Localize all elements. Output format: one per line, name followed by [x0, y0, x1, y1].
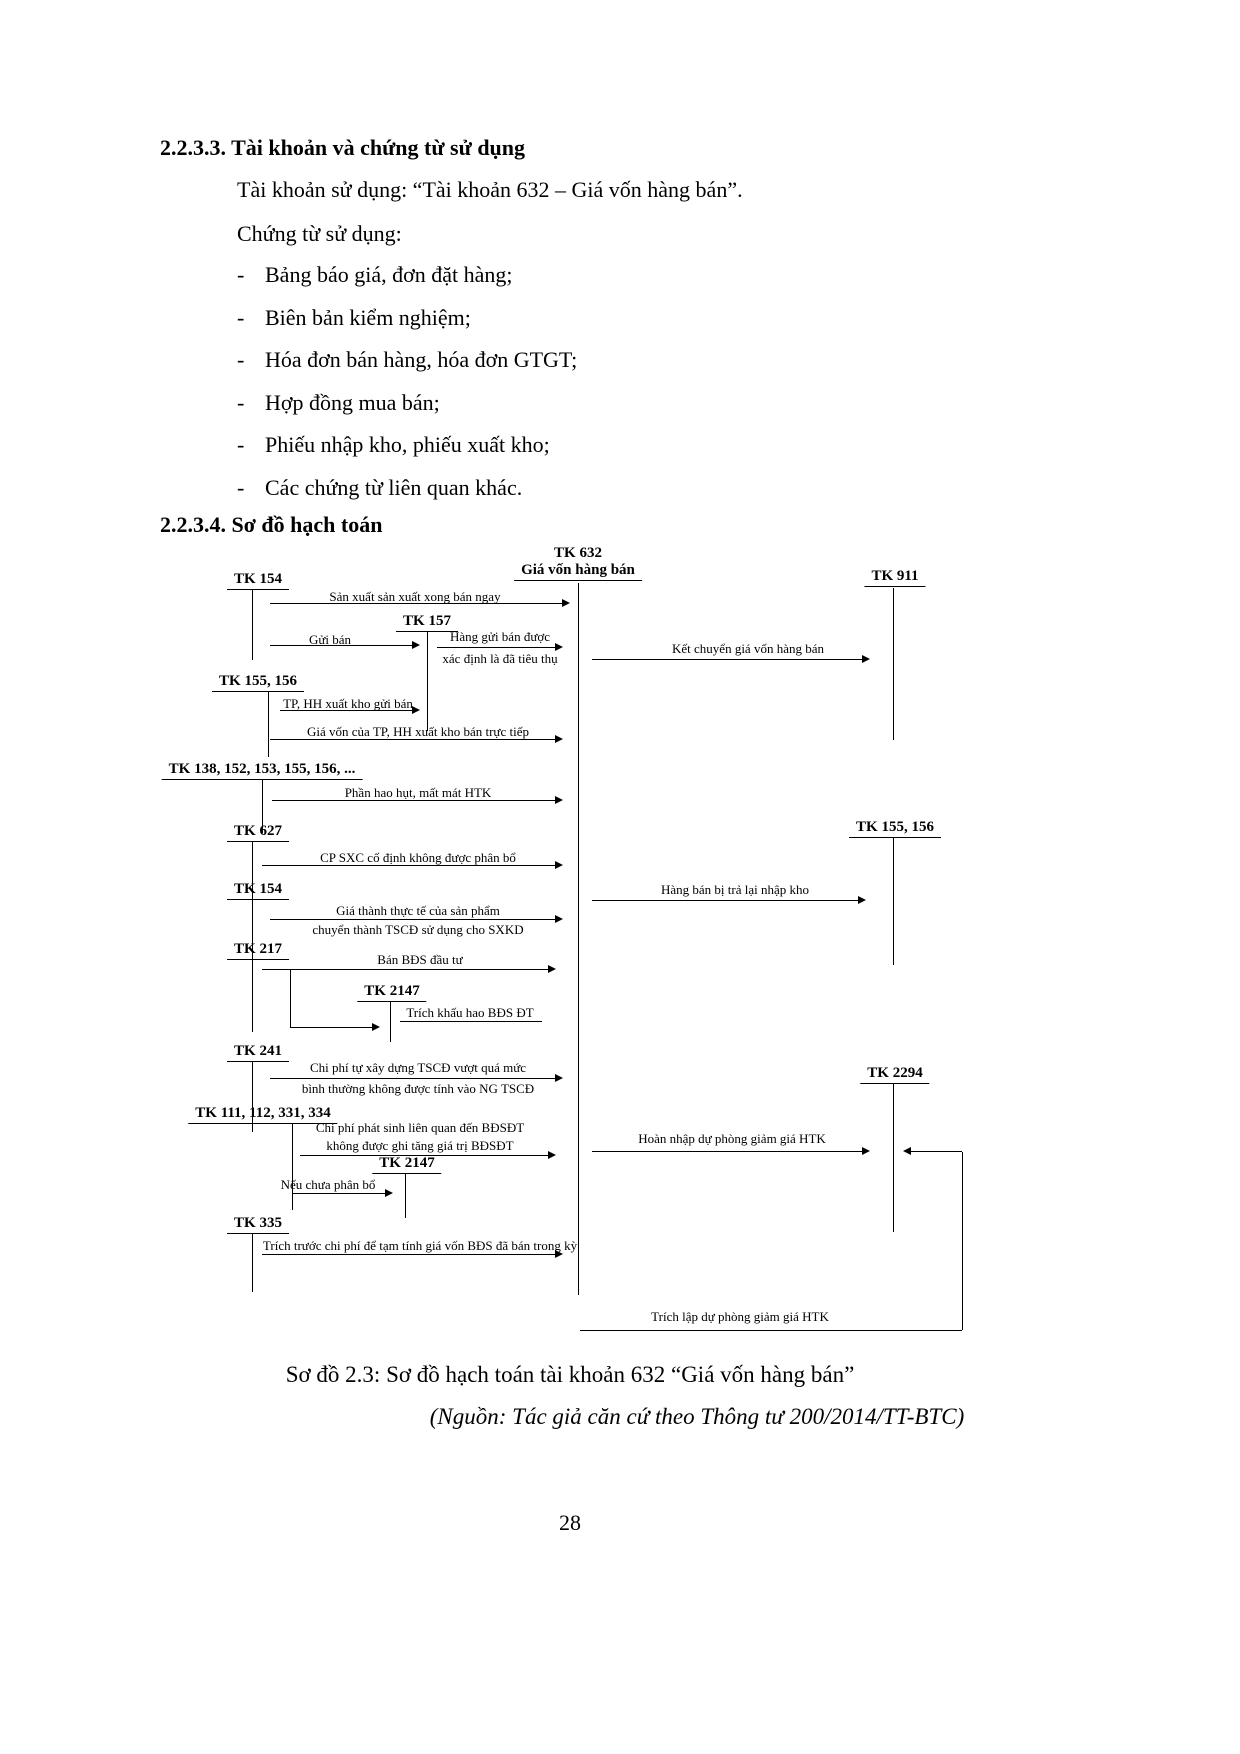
- flow-line-cp-phat-sinh: [300, 1155, 548, 1156]
- section-233-heading: 2.2.3.3. Tài khoản và chứng từ sử dụng: [160, 135, 526, 160]
- diagram-source: (Nguồn: Tác giả căn cứ theo Thông tư 200/2014/TT-BTC): [429, 1404, 965, 1429]
- flow-line-trich-truoc: [262, 1254, 555, 1255]
- flow-line-cp-xay-dung: [270, 1078, 555, 1079]
- flow-line-hang-gui-ban: [437, 647, 555, 648]
- flow-line-trich-lap: [580, 1330, 962, 1331]
- flow-line-neu-chua-phan-bo: [292, 1193, 385, 1194]
- tk2147-a-t-line: [390, 1001, 391, 1042]
- flow-label-gia-thanh-1: Giá thành thực tế của sản phẩm: [336, 903, 500, 918]
- flow-label-trich-khau-hao: Trích khấu hao BĐS ĐT: [406, 1005, 534, 1020]
- flow-label-gia-thanh-2: chuyển thành TSCĐ sử dụng cho SXKD: [312, 922, 524, 937]
- account-tk154-a: TK 154: [227, 571, 289, 590]
- connector-tk217-to-tk2147: [290, 969, 291, 1027]
- arrow-right-icon: [412, 706, 420, 714]
- tk154-a-t-line: [252, 589, 253, 660]
- account-tk138-group: TK 138, 152, 153, 155, 156, ...: [162, 761, 363, 780]
- tk2147-b-t-line: [405, 1173, 406, 1218]
- flow-label-cp-xay-dung-2: bình thường không được tính vào NG TSCĐ: [301, 1081, 535, 1096]
- account-tk154-b: TK 154: [227, 881, 289, 900]
- flow-label-trich-truoc: Trích trước chi phí để tạm tính giá vốn BĐS đã bán trong kỳ: [262, 1238, 578, 1253]
- tk217-t-line: [252, 959, 253, 1032]
- flow-label-san-xuat: Sản xuất sản xuất xong bán ngay: [329, 589, 501, 604]
- flow-label-cp-phat-sinh-2: không được ghi tăng giá trị BĐSĐT: [326, 1138, 514, 1153]
- page-number: 28: [559, 1510, 581, 1535]
- arrow-right-icon: [548, 965, 556, 973]
- bullet-marker: -: [237, 475, 245, 500]
- flow-line-gui-ban: [270, 645, 412, 646]
- flow-label-tp-hh-xuat-kho: TP, HH xuất kho gửi bán: [283, 696, 413, 711]
- list-item-text: Hợp đồng mua bán;: [265, 390, 440, 415]
- account-tk2147-b: TK 2147: [372, 1155, 441, 1174]
- flow-label-hao-hut: Phần hao hụt, mất mát HTK: [344, 785, 492, 800]
- arrow-right-icon: [555, 735, 563, 743]
- tk335-t-line: [252, 1233, 253, 1292]
- tk111-t-line: [292, 1123, 293, 1210]
- flow-line-hang-ban-tra-lai: [592, 900, 858, 901]
- arrow-right-icon: [385, 1189, 393, 1197]
- list-item-text: Biên bản kiểm nghiệm;: [265, 305, 471, 330]
- tk911-t-line: [893, 588, 894, 740]
- bullet-marker: -: [237, 347, 245, 372]
- section-234-heading: 2.2.3.4. Sơ đồ hạch toán: [160, 512, 383, 537]
- tk157-t-line: [427, 631, 428, 731]
- account-tk335: TK 335: [227, 1215, 289, 1234]
- account-tk155-156-left: TK 155, 156: [212, 673, 304, 692]
- tk155-156-left-t-line: [268, 691, 269, 757]
- flow-line-ket-chuyen: [592, 659, 862, 660]
- list-item-text: Hóa đơn bán hàng, hóa đơn GTGT;: [265, 347, 578, 372]
- flow-line-trich-khau-hao: [400, 1021, 542, 1022]
- list-item-text: Bảng báo giá, đơn đặt hàng;: [265, 262, 513, 287]
- arrow-right-icon: [555, 915, 563, 923]
- arrow-right-icon: [858, 896, 866, 904]
- account-tk2294: TK 2294: [860, 1065, 929, 1084]
- flow-line-gia-thanh: [270, 919, 555, 920]
- account-tk155-156-right: TK 155, 156: [849, 819, 941, 838]
- flow-label-hang-ban-tra-lai: Hàng bán bị trả lại nhập kho: [660, 882, 810, 897]
- account-tk627: TK 627: [227, 823, 289, 842]
- tk632-t-line: [578, 583, 579, 1295]
- flow-line-gia-von-truc-tiep: [270, 739, 555, 740]
- tk2294-t-line: [893, 1083, 894, 1232]
- bullet-marker: -: [237, 262, 245, 287]
- flow-label-ban-bds: Bán BĐS đầu tư: [377, 952, 463, 967]
- flow-label-cp-xay-dung-1: Chi phí tự xây dựng TSCĐ vượt quá mức: [309, 1060, 527, 1075]
- arrow-right-icon: [862, 655, 870, 663]
- flow-label-neu-chua-phan-bo: Nếu chưa phân bổ: [280, 1177, 376, 1192]
- account-tk911: TK 911: [864, 568, 925, 587]
- account-tk632: [514, 545, 642, 581]
- arrow-right-icon: [555, 796, 563, 804]
- bullet-marker: -: [237, 390, 245, 415]
- arrow-left-icon: [903, 1147, 911, 1155]
- bullet-marker: -: [237, 305, 245, 330]
- arrow-right-icon: [555, 861, 563, 869]
- arrow-right-icon: [555, 643, 563, 651]
- flow-label-cp-phat-sinh-1: Chi phí phát sinh liên quan đến BĐSĐT: [315, 1120, 525, 1135]
- flow-label-gui-ban: Gửi bán: [308, 632, 352, 647]
- right-return-line: [962, 1152, 963, 1330]
- account-tk111-group: TK 111, 112, 331, 334: [188, 1105, 337, 1124]
- flow-line-hao-hut: [272, 800, 555, 801]
- bullet-marker: -: [237, 432, 245, 457]
- flow-line-hoan-nhap: [592, 1151, 862, 1152]
- flow-line-tp-hh-xuat-kho: [280, 710, 412, 711]
- flow-line-into-tk2147: [290, 1027, 372, 1028]
- account-tk157: TK 157: [396, 613, 458, 632]
- flow-line-san-xuat: [270, 603, 562, 604]
- diagram-caption: Sơ đồ 2.3: Sơ đồ hạch toán tài khoản 632 “Giá vốn hàng bán”: [285, 1362, 855, 1387]
- list-item-text: Các chứng từ liên quan khác.: [265, 475, 523, 500]
- flow-line-cp-sxc: [262, 865, 555, 866]
- account-tk2147-a: TK 2147: [357, 983, 426, 1002]
- arrow-right-icon: [412, 641, 420, 649]
- documents-used-paragraph: Chứng từ sử dụng:: [237, 221, 402, 246]
- flow-label-ket-chuyen: Kết chuyển giá vốn hàng bán: [672, 641, 824, 656]
- arrow-right-icon: [562, 599, 570, 607]
- arrow-right-icon: [862, 1147, 870, 1155]
- flow-label-gia-von-truc-tiep: Giá vốn của TP, HH xuất kho bán trực tiếp: [307, 724, 529, 739]
- account-tk217: TK 217: [227, 941, 289, 960]
- arrow-right-icon: [548, 1151, 556, 1159]
- arrow-right-icon: [555, 1074, 563, 1082]
- flow-label-hoan-nhap: Hoàn nhập dự phòng giảm giá HTK: [638, 1131, 826, 1146]
- flow-label-cp-sxc: CP SXC cố định không được phân bổ: [320, 850, 516, 865]
- arrow-right-icon: [372, 1023, 380, 1031]
- arrow-right-icon: [555, 1250, 563, 1258]
- account-tk241: TK 241: [227, 1043, 289, 1062]
- tk155-156-right-t-line: [893, 837, 894, 965]
- account-used-paragraph: Tài khoản sử dụng: “Tài khoản 632 – Giá vốn hàng bán”.: [237, 177, 743, 202]
- flow-label-trich-lap: Trích lập dự phòng giảm giá HTK: [651, 1309, 829, 1324]
- flow-label-hang-gui-ban-1: Hàng gửi bán được: [449, 629, 551, 644]
- flow-label-hang-gui-ban-2: xác định là đã tiêu thụ: [442, 651, 558, 666]
- account-tk632-number: TK 632: [554, 545, 602, 561]
- flow-line-return-to-tk2294: [910, 1151, 962, 1152]
- list-item-text: Phiếu nhập kho, phiếu xuất kho;: [265, 432, 550, 457]
- account-tk632-name: Giá vốn hàng bán: [521, 562, 635, 578]
- flow-line-ban-bds: [262, 969, 548, 970]
